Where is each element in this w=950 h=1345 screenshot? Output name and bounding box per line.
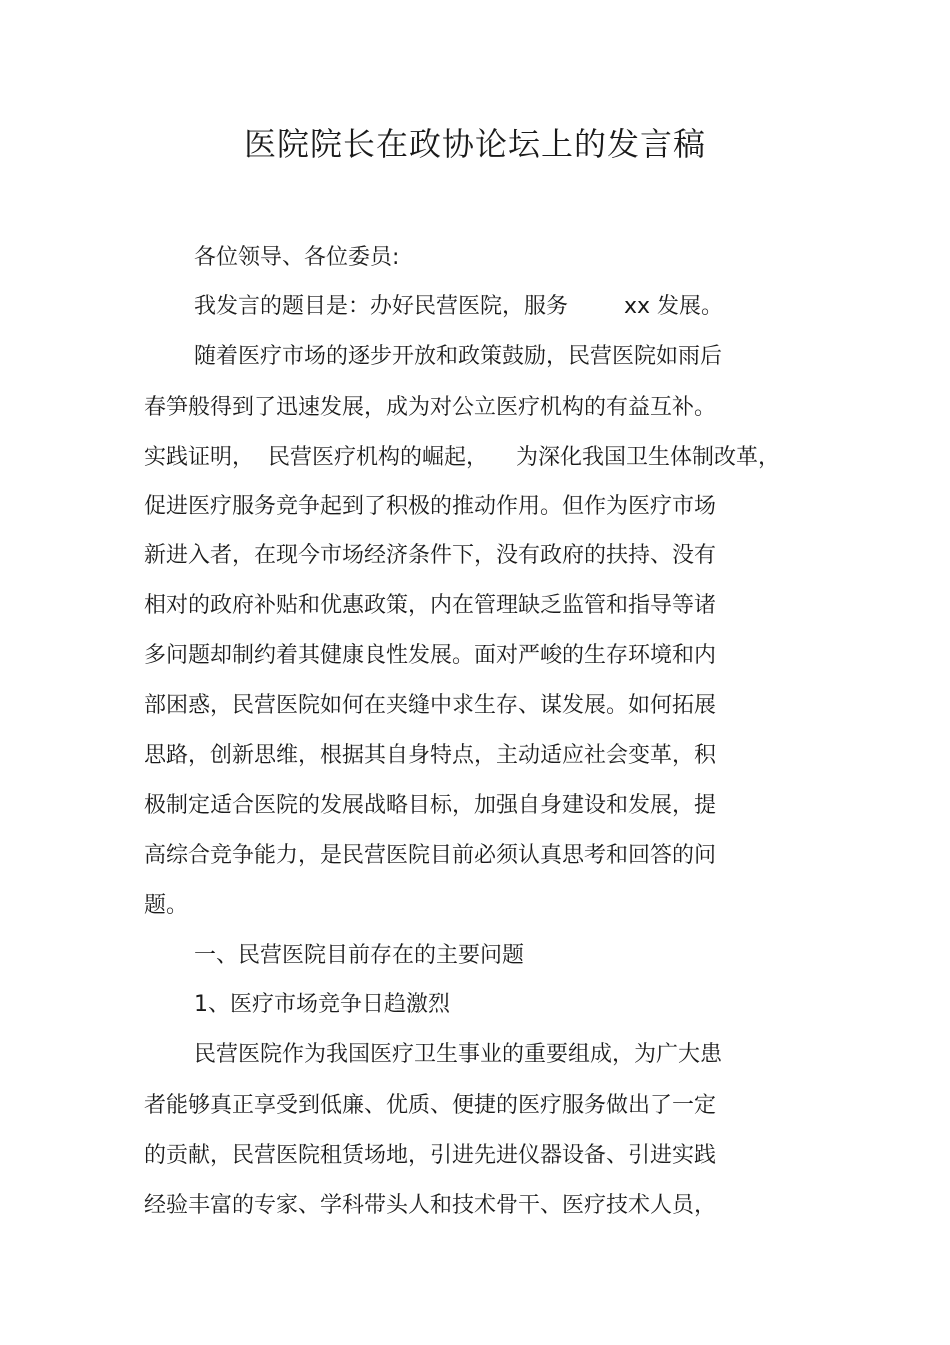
paragraph-line: 随着医疗市场的逐步开放和政策鼓励，民营医院如雨后	[194, 344, 723, 369]
paragraph-line: 实践证明， 民营医疗机构的崛起， 为深化我国卫生体制改革，	[144, 445, 780, 470]
subsection-heading: 1、医疗市场竞争日趋激烈	[194, 992, 450, 1017]
paragraph-line: 思路，创新思维，根据其自身特点，主动适应社会变革，积	[144, 743, 717, 768]
paragraph-line: 新进入者，在现今市场经济条件下，没有政府的扶持、没有	[144, 543, 717, 568]
paragraph-line: 多问题却制约着其健康良性发展。面对严峻的生存环境和内	[144, 643, 717, 668]
document-title: 医院院长在政协论坛上的发言稿	[243, 125, 706, 163]
paragraph-line: 促进医疗服务竞争起到了积极的推动作用。但作为医疗市场	[144, 494, 717, 519]
paragraph-line: 春笋般得到了迅速发展，成为对公立医疗机构的有益互补。	[144, 395, 717, 420]
paragraph-line: 极制定适合医院的发展战略目标，加强自身建设和发展，提	[144, 793, 717, 818]
paragraph-line: 题。	[144, 893, 189, 918]
paragraph-line: 相对的政府补贴和优惠政策，内在管理缺乏监管和指导等诸	[144, 593, 717, 618]
paragraph-line: 经验丰富的专家、学科带头人和技术骨干、医疗技术人员，	[144, 1193, 717, 1218]
paragraph-line: 高综合竞争能力，是民营医院目前必须认真思考和回答的问	[144, 843, 717, 868]
paragraph-line: 民营医院作为我国医疗卫生事业的重要组成，为广大患	[194, 1042, 723, 1067]
paragraph-line: 者能够真正享受到低廉、优质、便捷的医疗服务做出了一定	[144, 1093, 717, 1118]
paragraph-line: 部困惑，民营医院如何在夹缝中求生存、谋发展。如何拓展	[144, 693, 717, 718]
paragraph-line: 的贡献，民营医院租赁场地，引进先进仪器设备、引进实践	[144, 1143, 717, 1168]
salutation-line: 各位领导、各位委员:	[194, 245, 400, 270]
section-heading: 一、民营医院目前存在的主要问题	[194, 943, 525, 968]
topic-line: 我发言的题目是：办好民营医院，服务 xx 发展。	[194, 294, 723, 319]
